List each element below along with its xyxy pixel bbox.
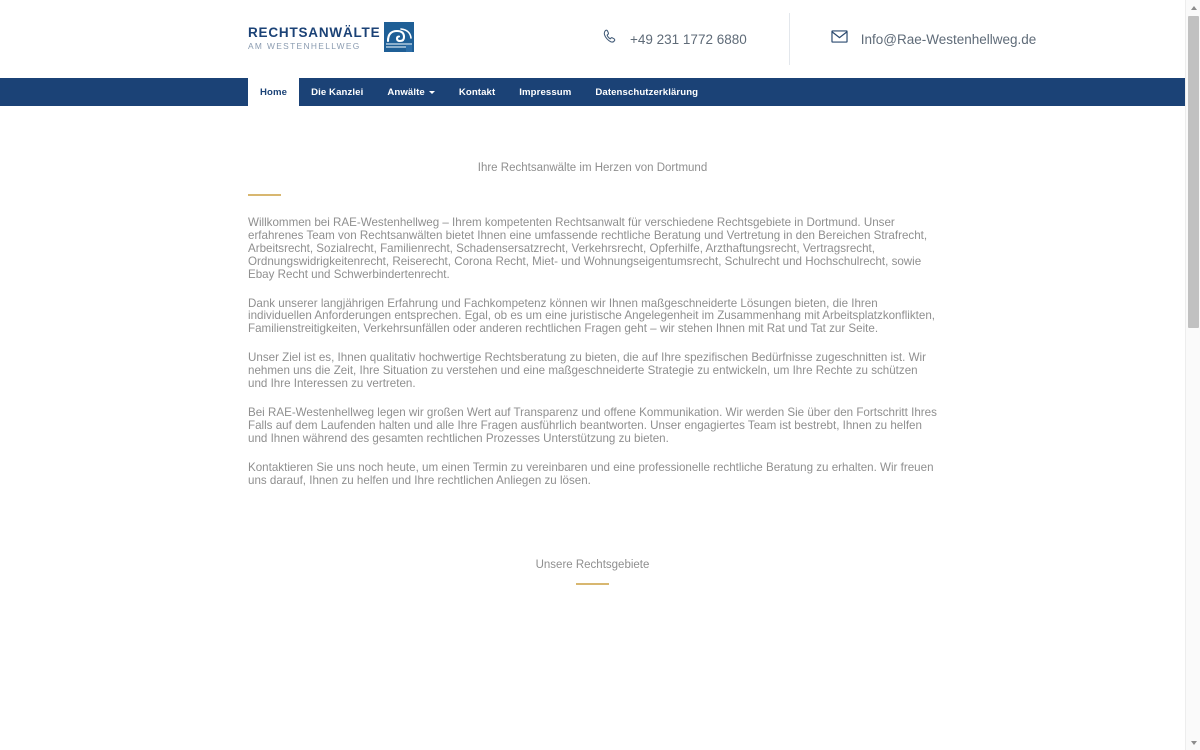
- scrollbar-thumb[interactable]: [1188, 16, 1199, 328]
- nav-item-die-kanzlei[interactable]: [299, 78, 375, 106]
- nav-item-die-kanzlei-label: Die Kanzlei: [311, 86, 364, 98]
- logo-secondary-text: AM WESTENHELLWEG: [248, 41, 361, 51]
- hero-title: Ihre Rechtsanwälte im Herzen von Dortmund: [477, 162, 708, 174]
- chevron-down-icon: [429, 91, 435, 94]
- intro-paragraph-3: Unser Ziel ist es, Ihnen qualitativ hochwertige Rechtsberatung zu bieten, die auf Ihre spezifischen Bedürfnisse zugeschnitten ist. Wir nehmen uns die Zeit, Ihre Situation zu verstehen und eine maßgeschneiderte Strategie zu entwickeln, um Ihre Rechte zu schützen und Ihre Interessen zu vertreten.: [248, 351, 926, 391]
- intro-paragraph-2: Dank unserer langjährigen Erfahrung und Fachkompetenz können wir Ihnen maßgeschneiderte Lösungen bieten, die Ihren individuellen Anforderungen entsprechen. Egal, ob es um eine juristische Angelegenheit im Zusammenhang mit Arbeitsplatzkonflikten, Familienstreitigkeiten, Verkehrsunfällen oder anderen rechtlichen Fragen geht – wir stehen Ihnen mit Rat und Tat zur Seite.: [248, 296, 936, 336]
- scroll-up-arrow-icon[interactable]: [1186, 0, 1200, 15]
- practice-areas-section: [0, 559, 1185, 585]
- page-scrollbar[interactable]: [1185, 0, 1200, 750]
- wave-spiral-emblem-icon: [384, 22, 414, 52]
- intro-paragraph-1: Willkommen bei RAE-Westenhellweg – Ihrem kompetenten Rechtsanwalt für verschiedene Rechtsgebiete in Dortmund. Unser erfahrenes Team von Rechtsanwälten bietet Ihnen eine umfassende rechtliche Beratung und Vertretung in den Bereichen Strafrecht, Arbeitsrecht, Sozialrecht, Familienrecht, Schadensersatzrecht, Verkehrsrecht, Opferhilfe, Arzthaftungsrecht, Vertragsrecht, Ordnungswidrigkeitenrecht, Reiserecht, Corona Recht, Miet- und Wohnungseigentumsrecht, Schulrecht und Hochschulrecht, sowie Ebay Recht und Schwerbindertenrecht.: [248, 216, 928, 281]
- header-contact-bar: [600, 0, 1036, 78]
- nav-item-home[interactable]: [248, 78, 299, 106]
- nav-item-impressum-label: Impressum: [519, 86, 572, 98]
- main-content: [0, 106, 1185, 750]
- main-navigation: [0, 78, 1185, 106]
- phone-icon: [600, 28, 618, 51]
- envelope-icon: [830, 27, 849, 51]
- site-logo[interactable]: [248, 24, 414, 52]
- nav-item-home-label: Home: [260, 86, 288, 98]
- nav-item-kontakt[interactable]: [447, 78, 507, 106]
- email-address-text: Info@Rae-Westenhellweg.de: [860, 31, 1037, 47]
- intro-paragraph-5: Kontaktieren Sie uns noch heute, um einen Termin zu vereinbaren und eine professionelle rechtliche Beratung zu erhalten. Wir freuen uns darauf, Ihnen zu helfen und Ihre rechtlichen Anliegen zu lösen.: [248, 460, 934, 487]
- nav-item-impressum[interactable]: [507, 78, 583, 106]
- header-email[interactable]: [790, 0, 1037, 78]
- logo-primary-text: RECHTSANWÄLTE: [248, 25, 381, 40]
- header-phone[interactable]: [600, 0, 789, 78]
- practice-areas-title: Unsere Rechtsgebiete: [535, 558, 650, 571]
- scroll-down-arrow-icon[interactable]: [1186, 735, 1200, 750]
- intro-paragraph-4: Bei RAE-Westenhellweg legen wir großen Wert auf Transparenz und offene Kommunikation. Wir werden Sie über den Fortschritt Ihres Falls auf dem Laufenden halten und alle Ihre Fragen ausführlich beantworten. Unser engagiertes Team ist bestrebt, Ihnen zu helfen und Ihnen während des gesamten rechtlichen Prozesses Unterstützung zu bieten.: [248, 405, 937, 445]
- nav-item-anwaelte[interactable]: [375, 78, 446, 106]
- phone-number-text: +49 231 1772 6880: [630, 31, 747, 47]
- practice-areas-underline: [576, 583, 609, 585]
- site-header: [0, 0, 1185, 78]
- nav-item-anwaelte-label: Anwälte: [387, 86, 425, 98]
- nav-item-datenschutzerklaerung[interactable]: [583, 78, 710, 106]
- logo-wordmark: [248, 24, 380, 52]
- intro-article: [248, 217, 938, 488]
- nav-item-datenschutzerklaerung-label: Datenschutzerklärung: [595, 86, 699, 98]
- hero-title-underline: [248, 194, 281, 196]
- nav-item-kontakt-label: Kontakt: [458, 86, 496, 98]
